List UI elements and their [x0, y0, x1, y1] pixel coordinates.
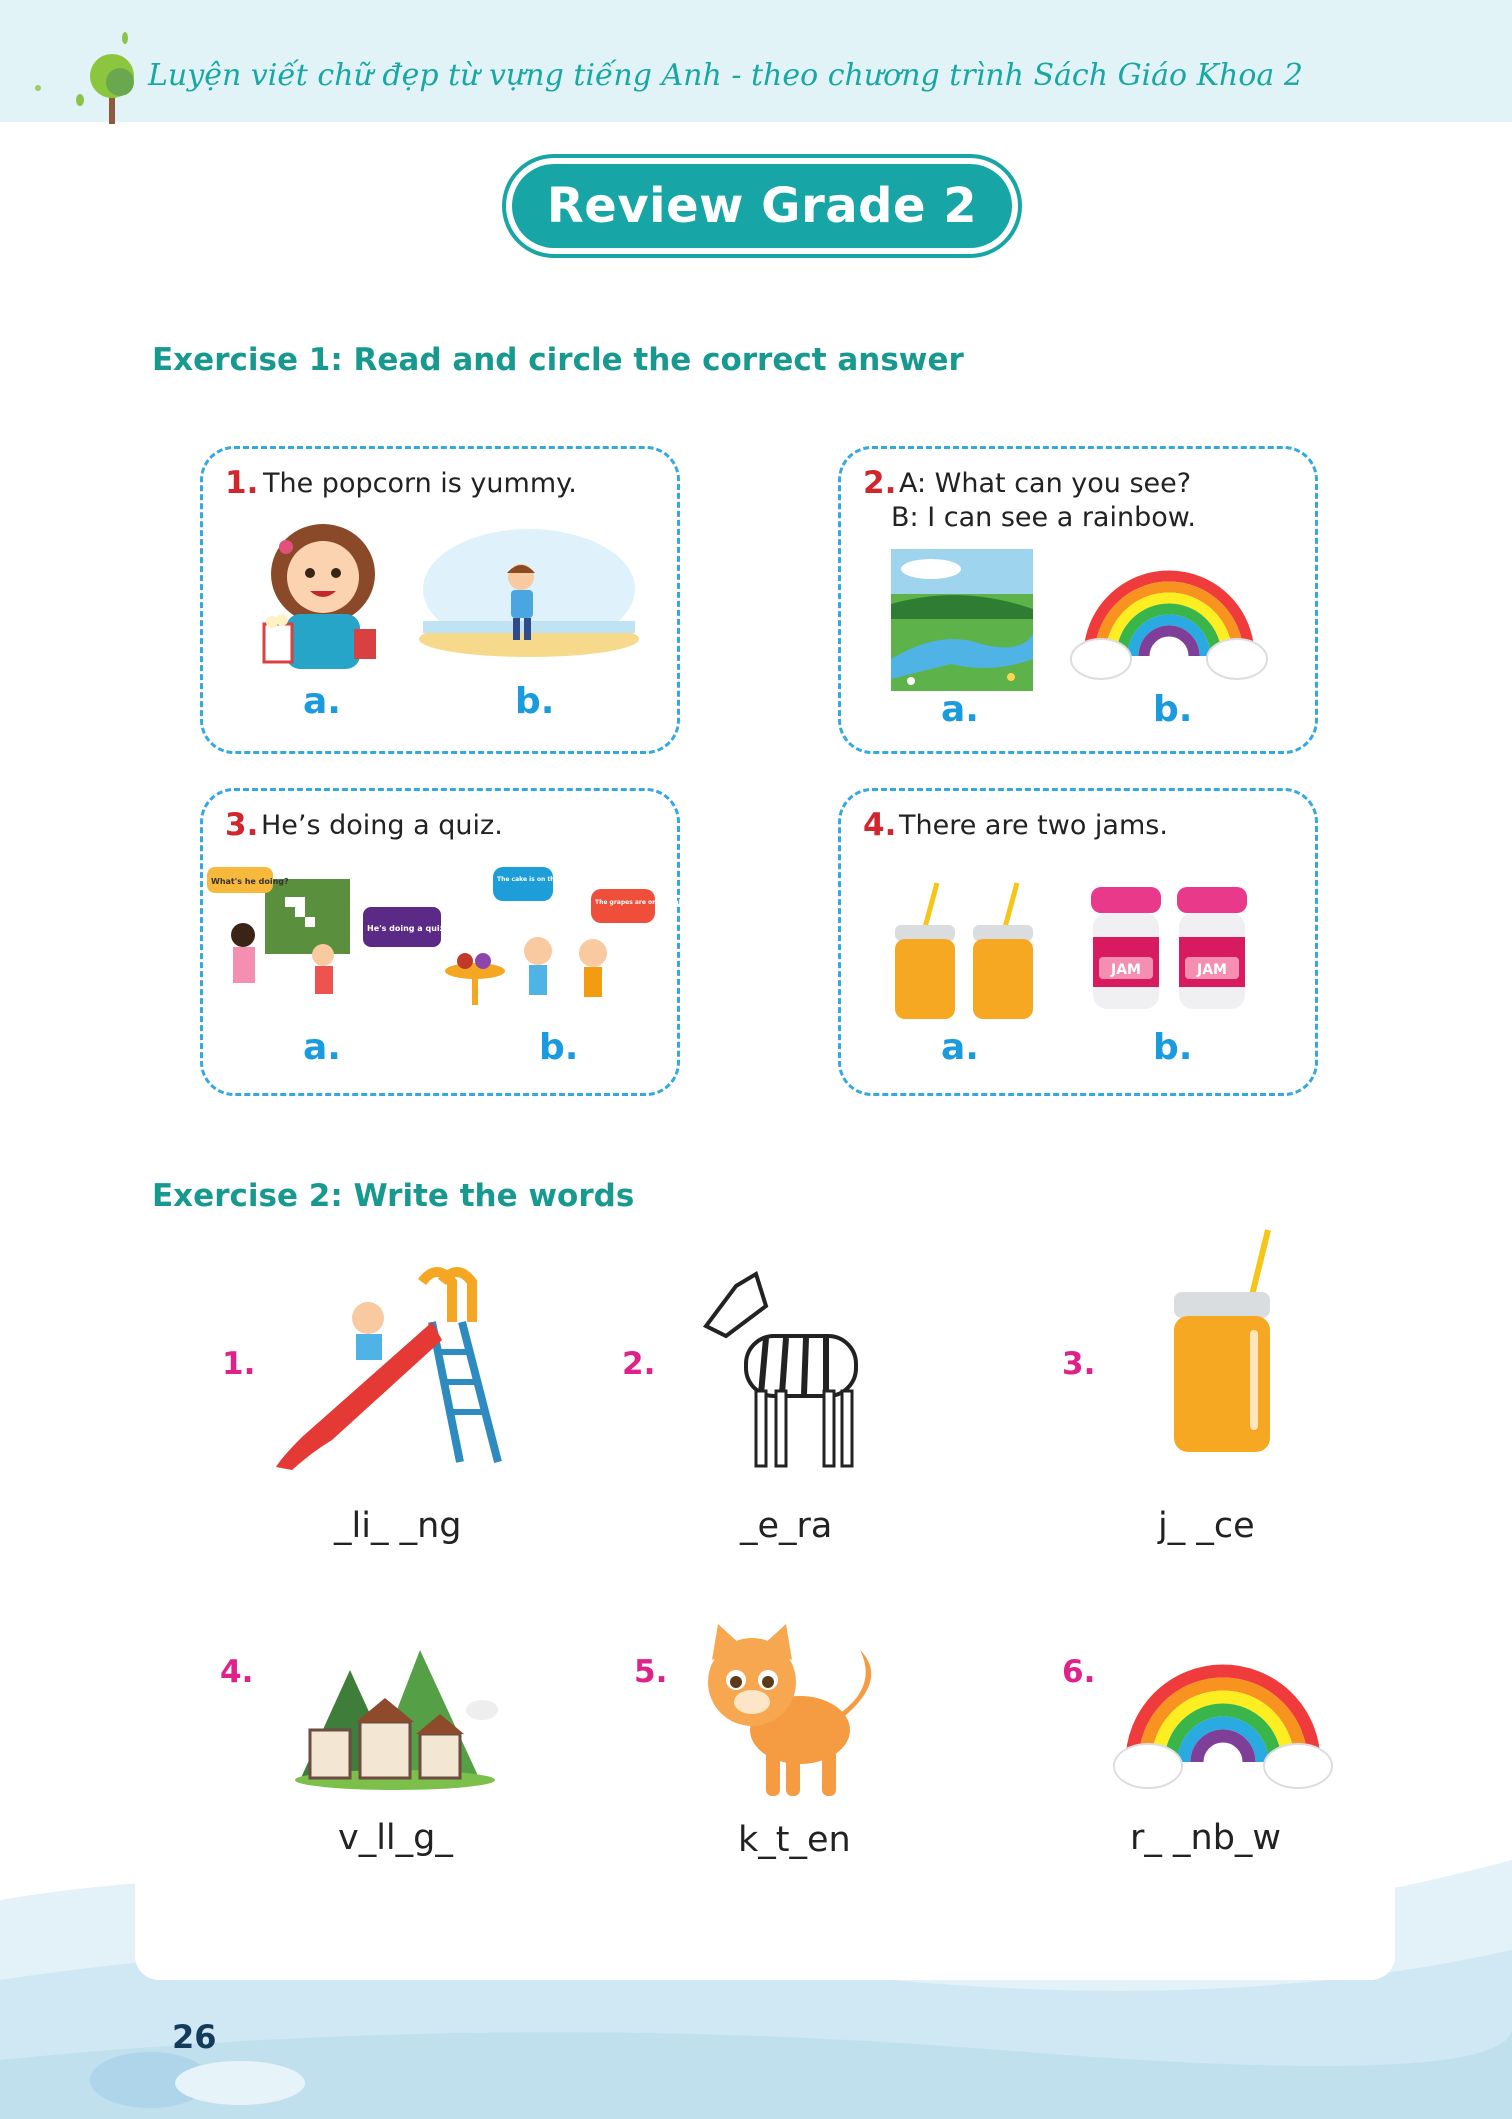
exercise1-title: Exercise 1: Read and circle the correct answer	[152, 342, 964, 378]
option-b[interactable]: b.	[1153, 689, 1193, 730]
quiz-scene-image[interactable]	[205, 857, 448, 1017]
river-landscape-image[interactable]	[891, 549, 1033, 691]
item-number: 1.	[222, 1346, 256, 1382]
question-line-2: B: I can see a rainbow.	[891, 502, 1196, 533]
option-b[interactable]: b.	[515, 681, 555, 722]
tree-icon	[30, 32, 140, 127]
boy-on-beach-image[interactable]	[421, 529, 641, 659]
item-number: 4.	[220, 1654, 254, 1690]
question-number: 1.	[225, 465, 259, 501]
question-card-3	[200, 788, 692, 1096]
question-number: 3.	[225, 807, 259, 843]
item-number: 2.	[622, 1346, 656, 1382]
party-scene-image[interactable]	[445, 867, 691, 1005]
word-blank[interactable]: k_t_en	[738, 1820, 851, 1860]
question-number: 2.	[863, 465, 897, 501]
exercise2-title: Exercise 2: Write the words	[152, 1178, 635, 1214]
question-line-1: A: What can you see?	[899, 468, 1192, 499]
page-number: 26	[172, 2018, 217, 2056]
item-number: 5.	[634, 1654, 668, 1690]
jam-label: JAM	[1197, 962, 1227, 978]
rainbow-image[interactable]	[1069, 561, 1269, 681]
word-blank[interactable]: _e_ra	[740, 1506, 833, 1546]
option-b[interactable]: b.	[1153, 1027, 1193, 1068]
zebra-icon	[696, 1266, 866, 1476]
jam-label: JAM	[1111, 962, 1141, 978]
question-text: The popcorn is yummy.	[263, 468, 577, 499]
word-blank[interactable]: r_ _nb_w	[1130, 1818, 1282, 1858]
two-juices-image[interactable]	[889, 875, 1039, 1025]
question-number: 4.	[863, 807, 897, 843]
girl-with-popcorn-image[interactable]	[258, 519, 388, 669]
page-title: Review Grade 2	[512, 164, 1012, 248]
slide-icon	[272, 1262, 508, 1472]
word-blank[interactable]: v_ll_g_	[338, 1818, 453, 1858]
bubble-text: He's doing a quiz.	[367, 924, 448, 933]
option-a[interactable]: a.	[303, 681, 341, 722]
series-title: Luyện viết chữ đẹp từ vựng tiếng Anh - theo chương trình Sách Giáo Khoa 2	[148, 58, 1303, 93]
question-card-4	[838, 788, 1318, 1096]
question-card-1	[200, 446, 680, 754]
bubble-text: The cake is on the table.	[497, 876, 581, 883]
word-blank[interactable]: j_ _ce	[1158, 1506, 1255, 1546]
question-text: There are two jams.	[899, 810, 1168, 841]
juice-icon	[1168, 1226, 1278, 1456]
option-a[interactable]: a.	[303, 1027, 341, 1068]
two-jams-image[interactable]	[1091, 887, 1247, 1009]
option-a[interactable]: a.	[941, 689, 979, 730]
option-b[interactable]: b.	[539, 1027, 579, 1068]
word-blank[interactable]: _li_ _ng	[334, 1506, 462, 1546]
option-a[interactable]: a.	[941, 1027, 979, 1068]
kitten-icon	[690, 1620, 890, 1800]
bubble-text: The grapes are on the table.	[595, 899, 692, 906]
question-text: He’s doing a quiz.	[261, 810, 503, 841]
bubble-text: What's he doing?	[211, 877, 289, 886]
rainbow-icon	[1112, 1652, 1334, 1792]
item-number: 6.	[1062, 1654, 1096, 1690]
page-title-pill	[502, 154, 1022, 258]
village-icon	[290, 1630, 500, 1790]
item-number: 3.	[1062, 1346, 1096, 1382]
question-card-2	[838, 446, 1318, 754]
